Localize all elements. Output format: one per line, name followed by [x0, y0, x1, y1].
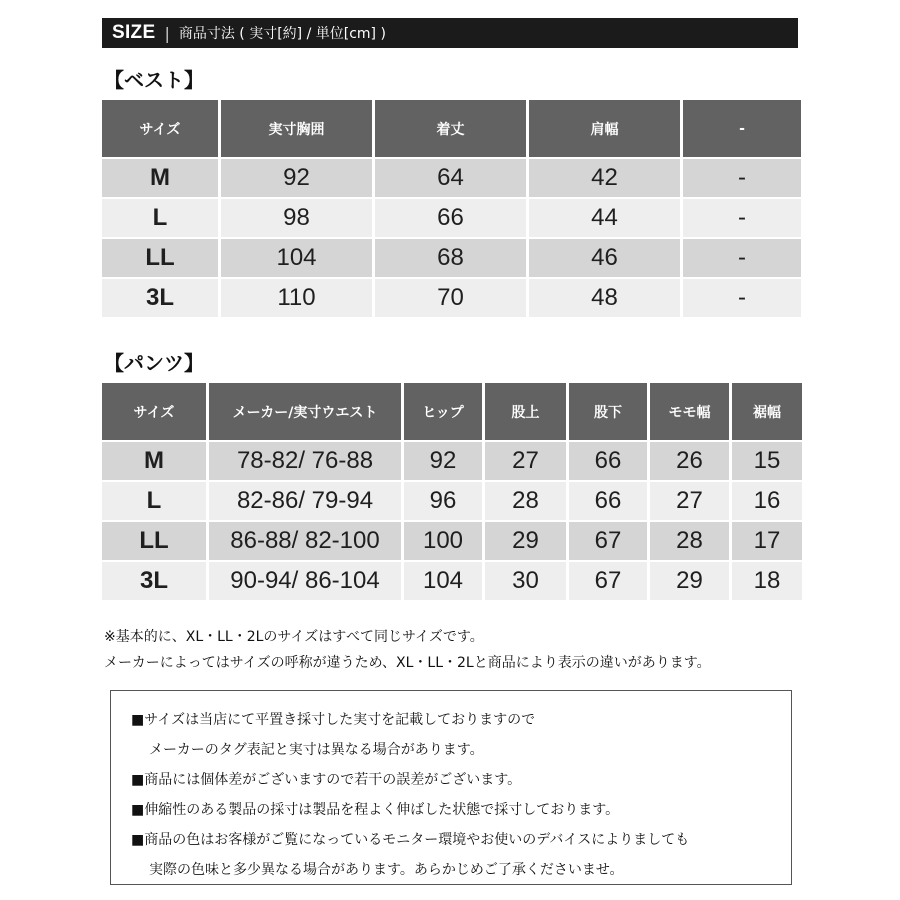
blank-cell: -	[683, 199, 801, 237]
pants-col-thigh: モモ幅	[650, 383, 729, 440]
rise-cell: 27	[485, 442, 566, 480]
notice-line: ■商品には個体差がございますので若干の誤差がございます。	[131, 772, 522, 788]
waist-cell: 82-86/ 79-94	[209, 482, 401, 520]
size-title-bar	[102, 18, 798, 48]
shoulder-cell: 48	[529, 279, 680, 317]
size-cell: M	[102, 442, 206, 480]
blank-cell: -	[683, 239, 801, 277]
title-subtitle: 商品寸法 ( 実寸[約] / 単位[cm] )	[178, 26, 386, 42]
size-cell: 3L	[102, 562, 206, 600]
pants-col-size: サイズ	[102, 383, 206, 440]
blank-cell: -	[683, 159, 801, 197]
rise-cell: 29	[485, 522, 566, 560]
note-line: メーカーによってはサイズの呼称が違うため、XL・LL・2Lと商品により表示の違いがあります。	[104, 655, 711, 671]
title-separator: |	[164, 23, 170, 43]
notice-box	[110, 690, 792, 885]
notice-line: ■伸縮性のある製品の採寸は製品を程よく伸ばした状態で採寸しております。	[131, 802, 620, 818]
table-row	[102, 279, 801, 317]
inseam-cell: 66	[569, 482, 647, 520]
size-cell: M	[102, 159, 218, 197]
length-cell: 66	[375, 199, 526, 237]
table-row	[102, 159, 801, 197]
pants-size-table	[99, 381, 805, 602]
table-row	[102, 199, 801, 237]
notice-line: ■商品の色はお客様がご覧になっているモニター環境やお使いのデバイスによりましても	[131, 832, 690, 848]
hem-cell: 18	[732, 562, 802, 600]
table-row	[102, 562, 802, 600]
vest-col-chest: 実寸胸囲	[221, 100, 372, 157]
chest-cell: 98	[221, 199, 372, 237]
vest-section-title: 【ベスト】	[104, 68, 204, 92]
size-cell: LL	[102, 239, 218, 277]
size-cell: 3L	[102, 279, 218, 317]
thigh-cell: 28	[650, 522, 729, 560]
table-row	[102, 522, 802, 560]
vest-col-shoulder: 肩幅	[529, 100, 680, 157]
notice-line: 実際の色味と多少異なる場合があります。あらかじめご了承くださいませ。	[149, 862, 624, 878]
hip-cell: 104	[404, 562, 482, 600]
vest-col-length: 着丈	[375, 100, 526, 157]
inseam-cell: 66	[569, 442, 647, 480]
table-row	[102, 482, 802, 520]
hip-cell: 100	[404, 522, 482, 560]
shoulder-cell: 44	[529, 199, 680, 237]
waist-cell: 90-94/ 86-104	[209, 562, 401, 600]
hip-cell: 96	[404, 482, 482, 520]
pants-header-row	[102, 383, 802, 440]
vest-header-row	[102, 100, 801, 157]
pants-col-waist: メーカー/実寸ウエスト	[209, 383, 401, 440]
thigh-cell: 29	[650, 562, 729, 600]
rise-cell: 28	[485, 482, 566, 520]
hip-cell: 92	[404, 442, 482, 480]
notice-line: メーカーのタグ表記と実寸は異なる場合があります。	[149, 742, 484, 758]
shoulder-cell: 42	[529, 159, 680, 197]
chest-cell: 110	[221, 279, 372, 317]
inseam-cell: 67	[569, 522, 647, 560]
rise-cell: 30	[485, 562, 566, 600]
chest-cell: 92	[221, 159, 372, 197]
size-cell: L	[102, 199, 218, 237]
notice-line: ■サイズは当店にて平置き採寸した実寸を記載しておりますので	[131, 712, 536, 728]
hem-cell: 15	[732, 442, 802, 480]
table-row	[102, 239, 801, 277]
waist-cell: 86-88/ 82-100	[209, 522, 401, 560]
pants-col-inseam: 股下	[569, 383, 647, 440]
vest-col-blank: -	[683, 100, 801, 157]
shoulder-cell: 46	[529, 239, 680, 277]
vest-size-table	[99, 98, 804, 319]
size-label: SIZE	[112, 22, 156, 43]
pants-col-rise: 股上	[485, 383, 566, 440]
waist-cell: 78-82/ 76-88	[209, 442, 401, 480]
pants-col-hem: 裾幅	[732, 383, 802, 440]
size-cell: LL	[102, 522, 206, 560]
size-cell: L	[102, 482, 206, 520]
pants-col-hip: ヒップ	[404, 383, 482, 440]
note-line: ※基本的に、XL・LL・2Lのサイズはすべて同じサイズです。	[104, 629, 484, 645]
size-notes	[104, 624, 711, 676]
blank-cell: -	[683, 279, 801, 317]
thigh-cell: 26	[650, 442, 729, 480]
pants-section-title: 【パンツ】	[104, 351, 204, 375]
length-cell: 68	[375, 239, 526, 277]
length-cell: 70	[375, 279, 526, 317]
vest-col-size: サイズ	[102, 100, 218, 157]
chest-cell: 104	[221, 239, 372, 277]
hem-cell: 17	[732, 522, 802, 560]
thigh-cell: 27	[650, 482, 729, 520]
hem-cell: 16	[732, 482, 802, 520]
inseam-cell: 67	[569, 562, 647, 600]
table-row	[102, 442, 802, 480]
length-cell: 64	[375, 159, 526, 197]
